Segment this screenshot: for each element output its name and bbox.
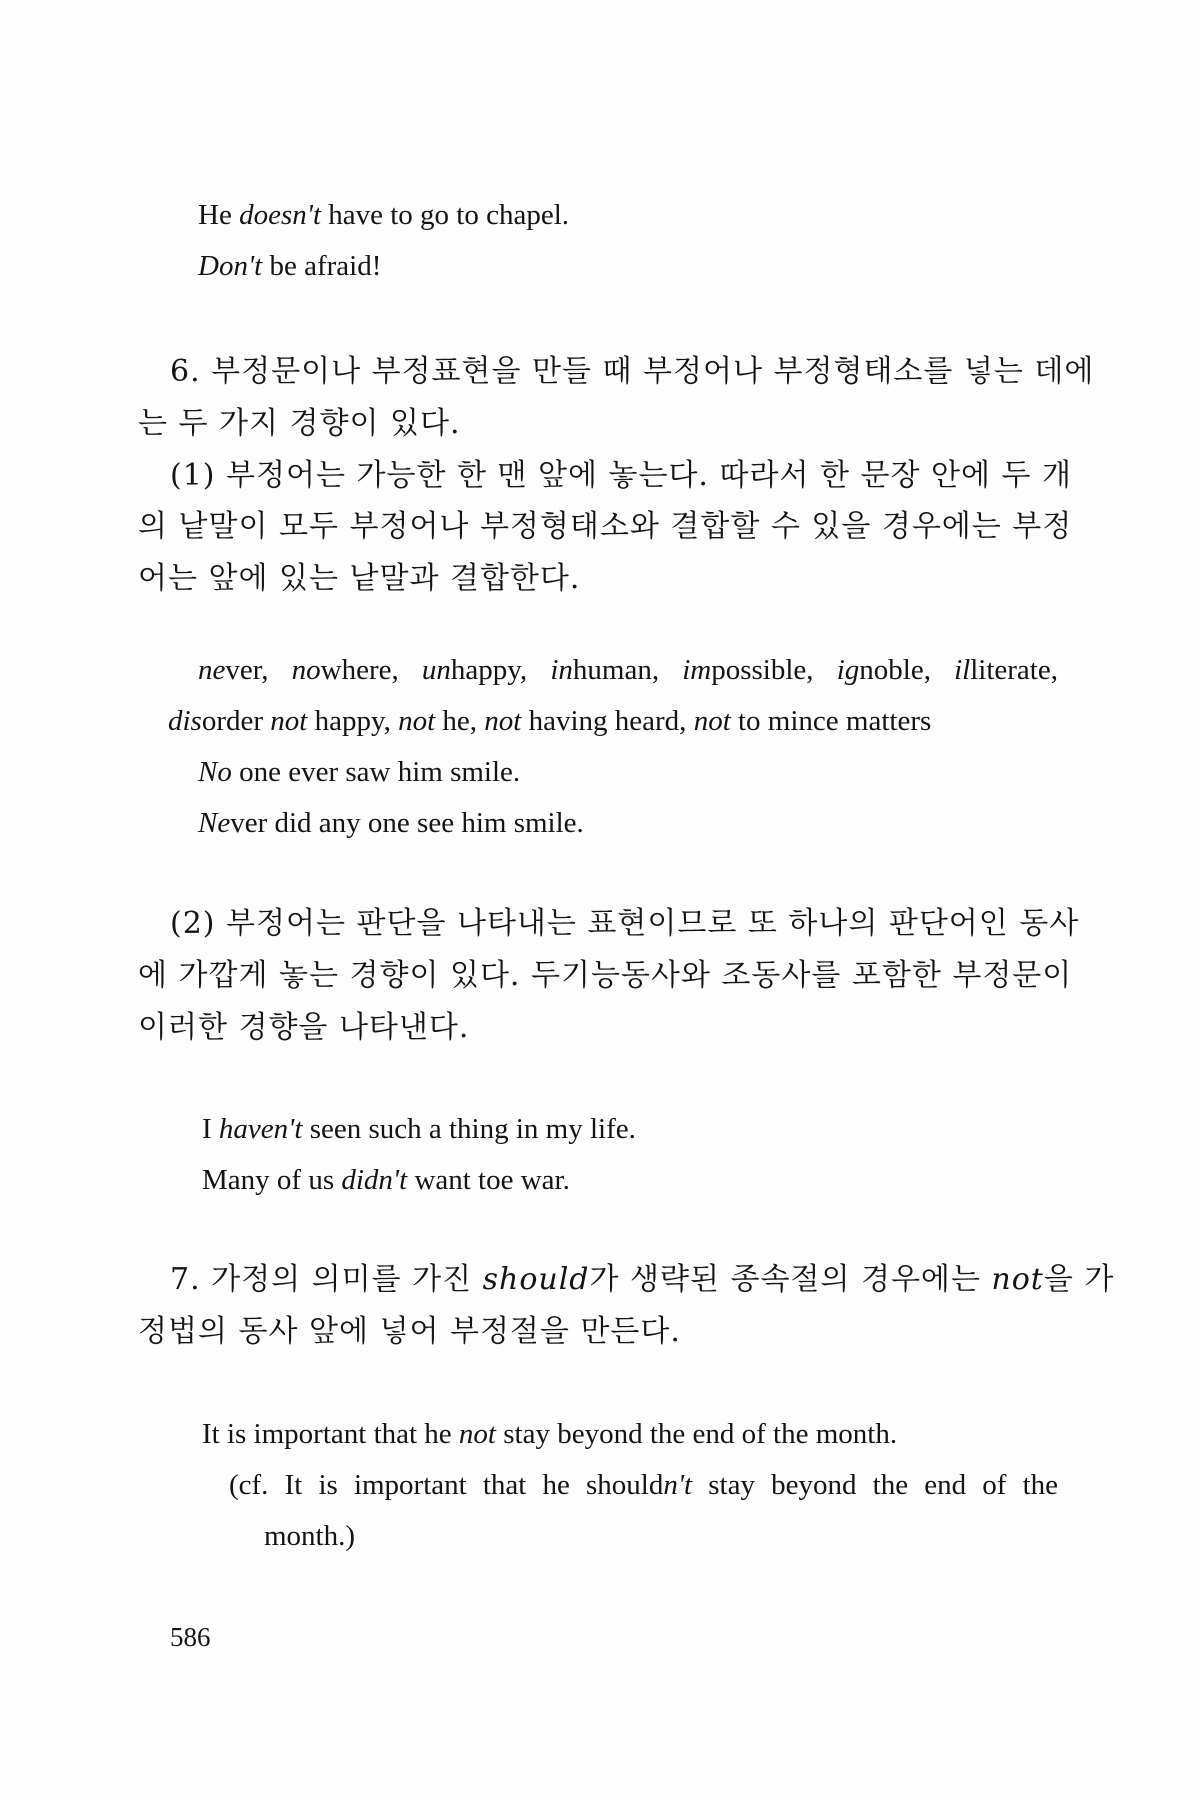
text: possible, bbox=[711, 654, 837, 686]
example-not-phrases bbox=[168, 704, 931, 739]
text: to mince matters bbox=[730, 705, 932, 737]
text: be afraid! bbox=[262, 250, 382, 282]
text: stay beyond the end of the bbox=[692, 1469, 1058, 1501]
section6-line5: 어는 앞에 있는 낱말과 결합한다. bbox=[138, 561, 581, 596]
text: 을 가 bbox=[1043, 1262, 1115, 1297]
text: It is important that he bbox=[202, 1418, 459, 1450]
example-cf-shouldnt bbox=[229, 1468, 1058, 1503]
text: stay beyond the end of the month. bbox=[495, 1418, 898, 1450]
text: 7. 가정의 의미를 가진 bbox=[170, 1262, 483, 1297]
section7-line2: 정법의 동사 앞에 넣어 부정절을 만든다. bbox=[138, 1314, 681, 1349]
example-not-stay bbox=[202, 1417, 897, 1452]
italic-text: im bbox=[682, 654, 712, 686]
text: I bbox=[202, 1113, 219, 1145]
example-never-did bbox=[198, 806, 584, 841]
section6-line1: 6. 부정문이나 부정표현을 만들 때 부정어나 부정형태소를 넣는 데에 bbox=[170, 354, 1095, 389]
example-didnt bbox=[202, 1163, 570, 1198]
text: he, bbox=[435, 705, 485, 737]
italic-text: haven't bbox=[218, 1113, 303, 1145]
italic-text: dis bbox=[168, 705, 202, 737]
italic-text: not bbox=[458, 1418, 496, 1450]
example-cf-month: month.) bbox=[264, 1520, 356, 1552]
example-negative-prefixes bbox=[198, 653, 1058, 688]
text: (cf. It is important that he should bbox=[229, 1469, 664, 1501]
text: seen such a thing in my life. bbox=[302, 1113, 636, 1145]
page-number: 586 bbox=[170, 1622, 211, 1652]
text: noble, bbox=[859, 654, 955, 686]
text: one ever saw him smile. bbox=[231, 756, 521, 788]
section6-line4: 의 낱말이 모두 부정어나 부정형태소와 결합할 수 있을 경우에는 부정 bbox=[138, 509, 1073, 544]
example-no-one bbox=[198, 755, 520, 790]
text: He bbox=[198, 199, 240, 231]
text: ver, bbox=[225, 654, 292, 686]
example-havent bbox=[202, 1112, 636, 1147]
text: 가 생략된 종속절의 경우에는 bbox=[589, 1262, 992, 1297]
text: where, bbox=[320, 654, 422, 686]
text: have to go to chapel. bbox=[321, 199, 570, 231]
text: happy, bbox=[307, 705, 399, 737]
italic-text: should bbox=[482, 1262, 590, 1297]
text: happy, bbox=[450, 654, 551, 686]
text: literate, bbox=[970, 654, 1058, 686]
section6b-line3: 이러한 경향을 나타낸다. bbox=[138, 1010, 470, 1045]
section7-line1 bbox=[170, 1262, 1115, 1298]
italic-text: not bbox=[991, 1262, 1044, 1297]
text: having heard, bbox=[521, 705, 694, 737]
text: human, bbox=[572, 654, 683, 686]
italic-text: Don't bbox=[198, 250, 263, 282]
italic-text: un bbox=[421, 654, 451, 686]
text: order bbox=[201, 705, 271, 737]
italic-text: doesn't bbox=[239, 199, 321, 231]
text: want toe war. bbox=[407, 1164, 570, 1196]
example-dont bbox=[198, 249, 381, 284]
section6-line2: 는 두 가지 경향이 있다. bbox=[138, 406, 461, 441]
italic-text: n't bbox=[663, 1469, 693, 1501]
italic-text: ne bbox=[198, 654, 226, 686]
italic-text: in bbox=[550, 654, 573, 686]
italic-text: Ne bbox=[198, 807, 231, 839]
example-doesnt bbox=[198, 198, 569, 233]
italic-text: not bbox=[484, 705, 522, 737]
italic-text: not bbox=[398, 705, 436, 737]
italic-text: No bbox=[198, 756, 232, 788]
section6b-line1: (2) 부정어는 판단을 나타내는 표현이므로 또 하나의 판단어인 동사 bbox=[170, 906, 1080, 941]
italic-text: il bbox=[954, 654, 971, 686]
section6b-line2: 에 가깝게 놓는 경향이 있다. 두기능동사와 조동사를 포함한 부정문이 bbox=[138, 958, 1073, 993]
italic-text: no bbox=[291, 654, 321, 686]
italic-text: ig bbox=[836, 654, 860, 686]
italic-text: didn't bbox=[341, 1164, 408, 1196]
italic-text: not bbox=[270, 705, 308, 737]
section6-line3: (1) 부정어는 가능한 한 맨 앞에 놓는다. 따라서 한 문장 안에 두 개 bbox=[170, 458, 1072, 493]
text: Many of us bbox=[202, 1164, 342, 1196]
italic-text: not bbox=[693, 705, 731, 737]
text: ver did any one see him smile. bbox=[230, 807, 584, 839]
